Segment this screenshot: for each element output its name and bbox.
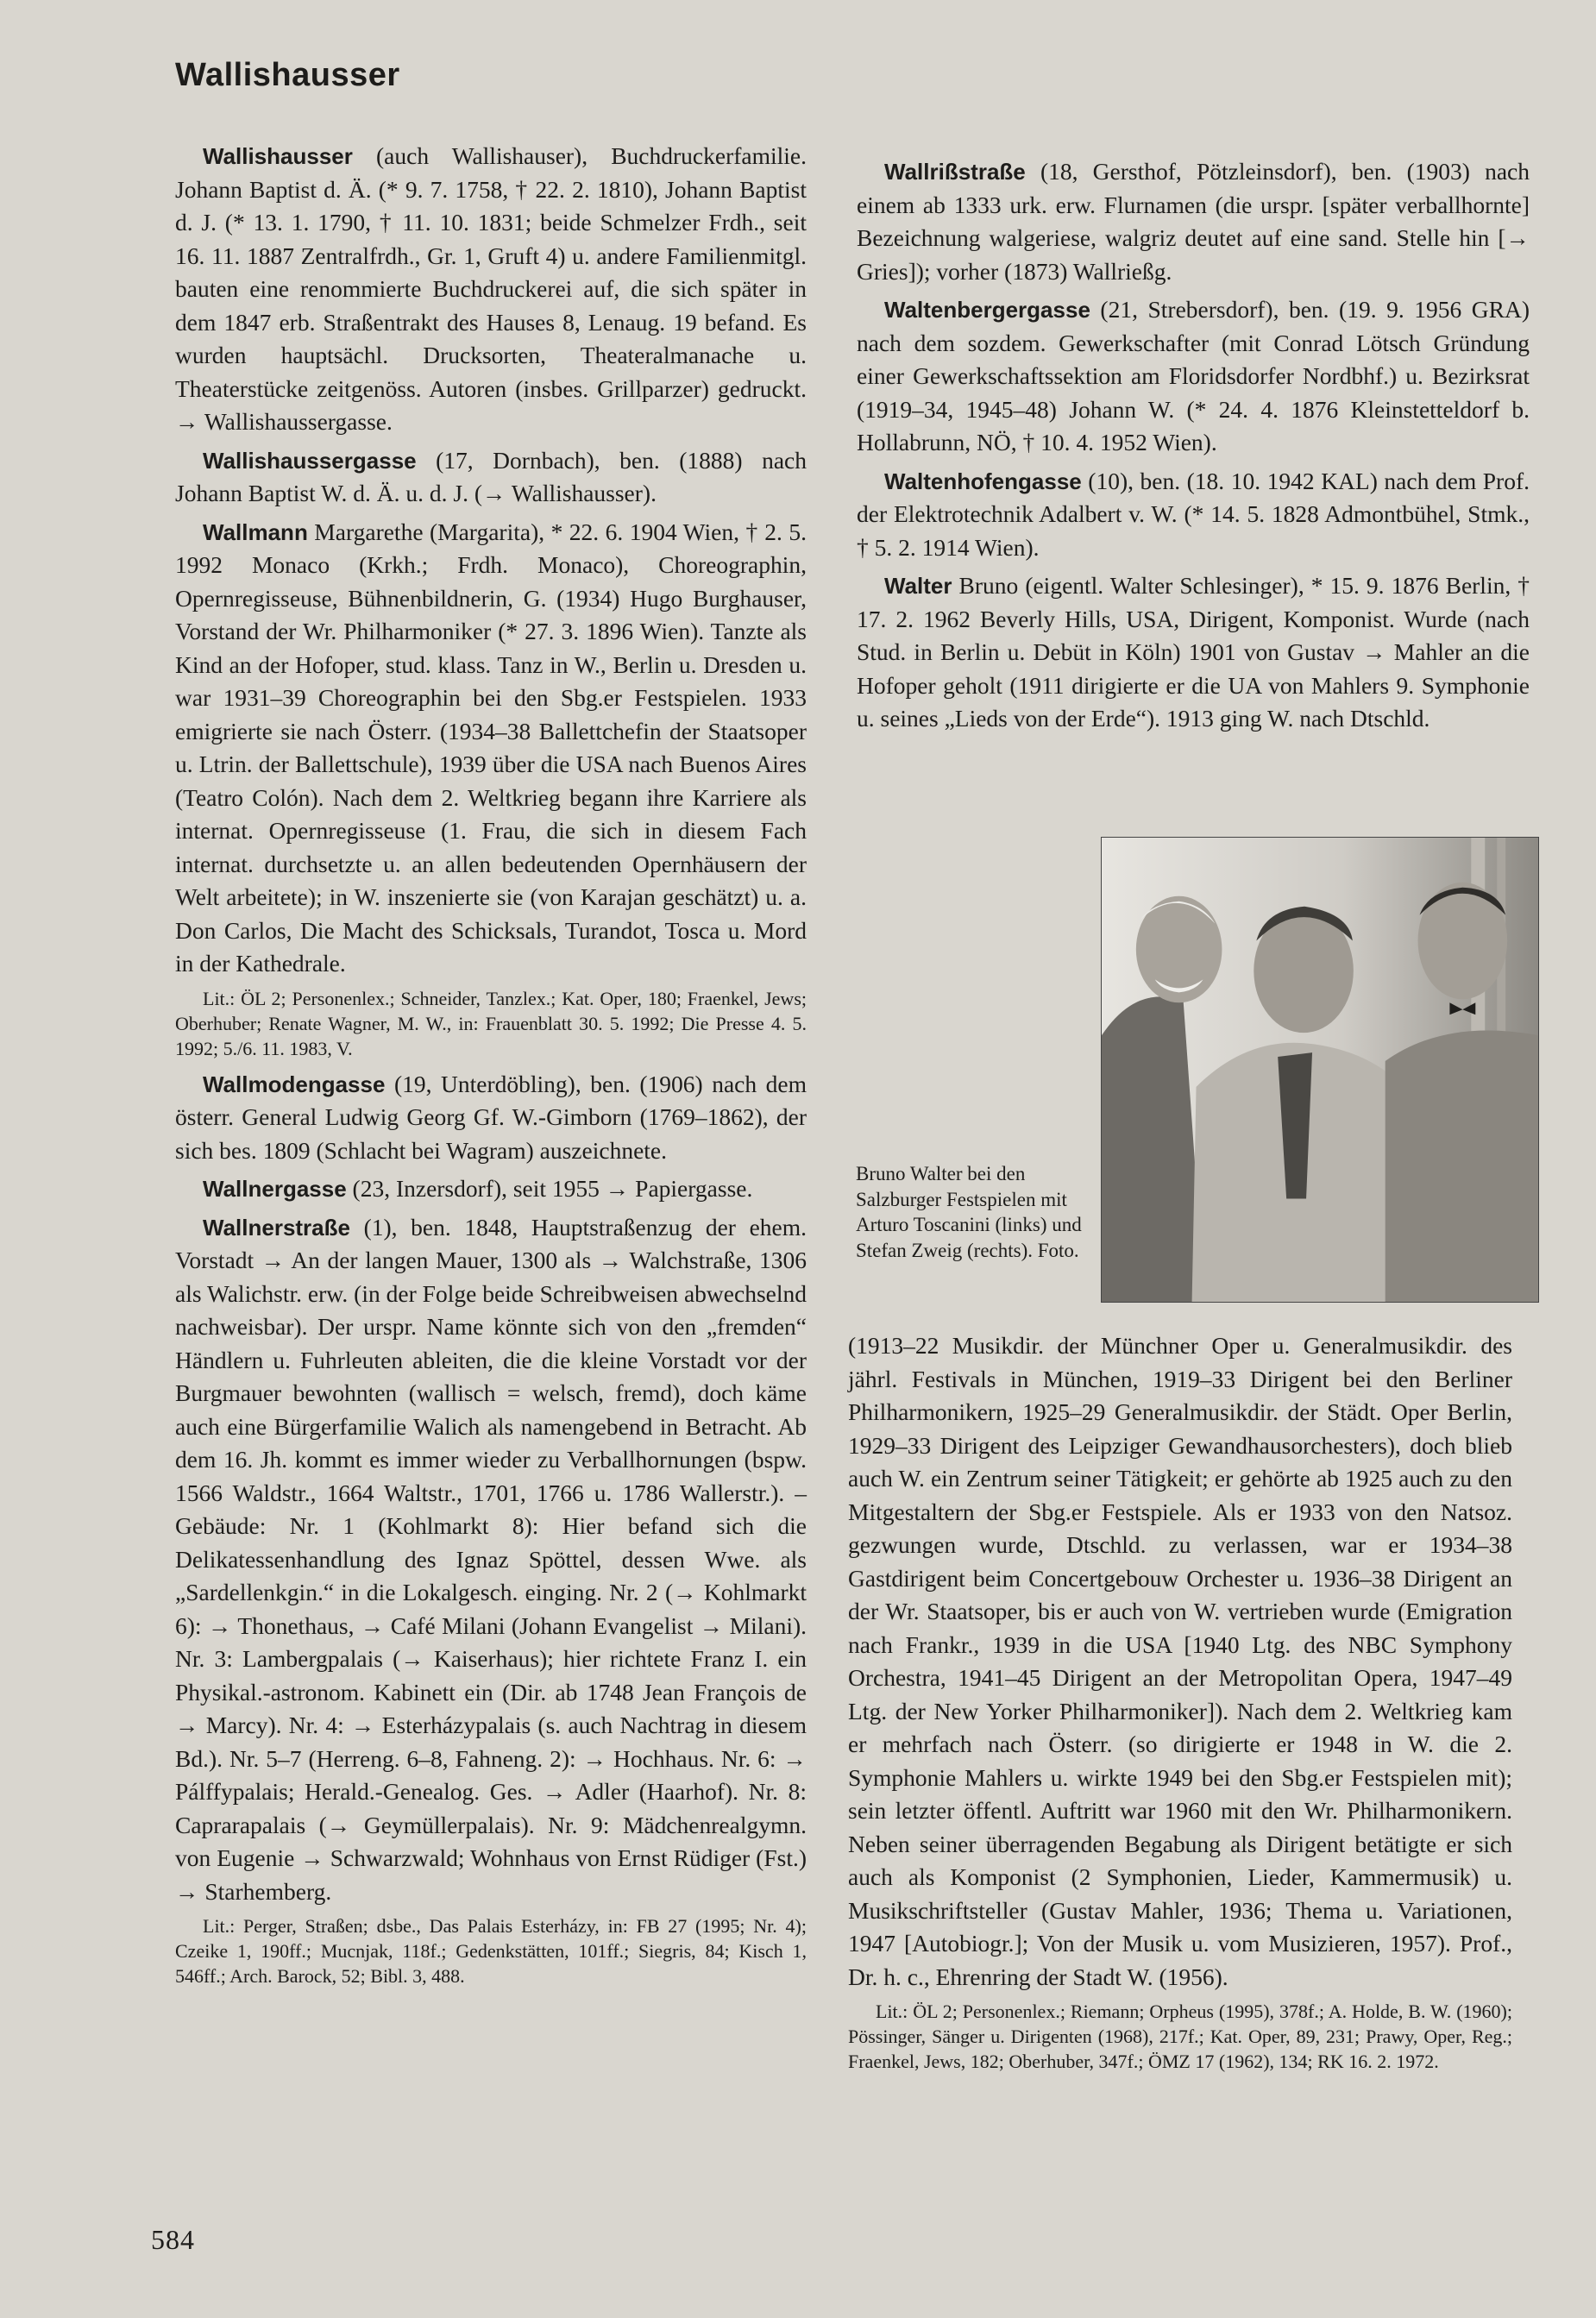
entry-wallmann xyxy=(175,516,807,981)
literature-wallnerstrasse: Lit.: Perger, Straßen; dsbe., Das Palais Esterházy, in: FB 27 (1995; Nr. 4); Czeike 1, 190ff.; Mucnjak, 118f.; Gedenkstätten, 101ff.; Siegris, 84; Kisch 1, 546ff.; Arch. Barock, 52; Bibl. 3, 488. xyxy=(175,1915,807,1987)
headword: Wallnerstraße xyxy=(203,1214,350,1241)
left-column xyxy=(175,140,807,1995)
figure-caption: Bruno Walter bei den Salzburger Festspielen mit Arturo Toscanini (links) und Stefan Zweig (rechts). Foto. xyxy=(856,1163,1082,1261)
headword: Wallishausser xyxy=(203,143,353,169)
right-top-column xyxy=(857,155,1530,741)
headword: Wallmodengasse xyxy=(203,1071,386,1097)
entry-wallnergasse xyxy=(175,1172,807,1206)
headword: Wallrißstraße xyxy=(884,159,1026,185)
entry-text: (19, Unterdöbling), ben. (1906) nach dem österr. General Ludwig Georg Gf. W.-Gimborn (1769–1862), der sich bes. 1809 (Schlacht bei Wagram) auszeichnete. xyxy=(175,1070,807,1164)
entry-text: (18, Gersthof, Pötzleinsdorf), ben. (1903) nach einem ab 1333 urk. erw. Flurnamen (die urspr. [später verballhornte] Bezeichnung walgeriese, walgriz deutet auf eine sand. Stelle hin [→ Gries]); vorher (1873) Wallrießg. xyxy=(857,158,1530,285)
headword: Walter xyxy=(884,573,952,599)
headword: Wallishaussergasse xyxy=(203,447,417,474)
entry-text: (1), ben. 1848, Hauptstraßenzug der ehem. Vorstadt → An der langen Mauer, 1300 als → Walchstraße, 1306 als Walichstr. erw. (in der Folge beide Schreibweisen abwechselnd nachweisbar). Der urspr. Name könnte sich von den „fremden“ Händlern u. Fuhrleuten ableiten, die die kleine Vorstadt vor der Burgmauer bewohnten (wallisch = welsch, fremd), doch käme auch eine Bürgerfamilie Walich als namengebend in Betracht. Ab dem 16. Jh. kommt es immer wieder zu Verballhornungen (bspw. 1566 Waldstr., 1664 Waltstr., 1701, 1766 u. 1786 Wallerstr.). – Gebäude: Nr. 1 (Kohlmarkt 8): Hier befand sich die Delikatessenhandlung des Ignaz Spöttel, dessen Wwe. als „Sardellenkgin.“ in die Lokalgesch. einging. Nr. 2 (→ Kohlmarkt 6): → Thonethaus, → Café Milani (Johann Evangelist → Milani). Nr. 3: Lambergpalais (→ Kaiserhaus); hier richtete Franz I. ein Physikal.-astronom. Kabinett ein (Dir. ab 1748 Jean François de → Marcy). Nr. 4: → Esterházypalais (s. auch Nachtrag in diesem Bd.). Nr. 5–7 (Herreng. 6–8, Fahneng. 2): → Hochhaus. Nr. 6: → Pálffypalais; Herald.-Genealog. Ges. → Adler (Haarhof). Nr. 8: Caprarapalais (→ Geymüllerpalais). Nr. 9: Mädchenrealgymn. von Eugenie → Schwarzwald; Wohnhaus von Ernst Rüdiger (Fst.) → Starhemberg. xyxy=(175,1213,807,1905)
entry-text: (auch Wallishauser), Buchdruckerfamilie. Johann Baptist d. Ä. (* 9. 7. 1758, † 22. 2. 1810), Johann Baptist d. J. (* 13. 1. 1790, † 11. 10. 1831; beide Schmelzer Frdh., seit 16. 11. 1887 Zentralfrdh., Gr. 1, Gruft 4) u. andere Familienmitgl. bauten eine renommierte Buchdruckerei auf, die sich später in dem 1847 erb. Straßentrakt des Hauses 8, Lenaug. 19 befand. Es wurden hauptsächl. Drucksorten, Theateralmanache u. Theaterstücke zeitgenöss. Autoren (insbes. Grillparzer) gedruckt. → Wallishaussergasse. xyxy=(175,142,807,435)
entry-text: (17, Dornbach), ben. (1888) nach Johann Baptist W. d. Ä. u. d. J. (→ Wallishausser). xyxy=(175,446,807,506)
entry-walter-continued: (1913–22 Musikdir. der Münchner Oper u. Generalmusikdir. des jährl. Festivals in München, 1919–33 Dirigent bei den Berliner Philharmonikern, 1925–29 Generalmusikdir. der Städt. Oper Berlin, 1929–33 Dirigent des Leipziger Gewandhausorchesters), doch blieb auch W. ein Zentrum seiner Tätigkeit; er gehörte ab 1925 auch zu den Mitgestaltern der Sbg.er Festspiele. Als er 1933 von den Natsoz. gezwungen wurde, Dtschld. zu verlassen, war er 1934–38 Gastdirigent beim Concertgebouw Orchester u. 1936–38 Dirigent an der Wr. Staatsoper, bis er auch von W. vertrieben wurde (Emigration nach Frankr., 1939 in die USA [1940 Ltg. des NBC Symphony Orchestra, 1941–45 Dirigent an der Metropolitan Opera, 1947–49 Ltg. der New Yorker Philharmoniker]). Nach dem 2. Weltkrieg kam er mehrfach nach Österr. (so dirigierte er 1948 in W. die 2. Symphonie Mahlers u. wirkte 1949 bei den Sbg.er Festspielen mit); sein letzter öffentl. Auftritt war 1960 mit den Wr. Philharmonikern. Neben seiner überragenden Begabung als Dirigent betätigte er sich auch als Komponist (2 Symphonien, Lieder, Kammermusik) u. Musikschriftsteller (Gustav Mahler, 1936; Thema u. Variationen, 1947 [Autobiogr.]; Von der Musik u. vom Musizieren, 1957). Prof., Dr. h. c., Ehrenring der Stadt W. (1956). xyxy=(848,1332,1512,1990)
right-bottom-column xyxy=(848,1329,1512,2081)
entry-walter xyxy=(857,569,1530,736)
entry-waltenhofengasse xyxy=(857,465,1530,565)
literature-walter: Lit.: ÖL 2; Personenlex.; Riemann; Orpheus (1995), 378f.; A. Holde, B. W. (1960); Pössinger, Sänger u. Dirigenten (1968), 217f.; Kat. Oper, 89, 231; Prawy, Oper, Reg.; Fraenkel, Jews, 182; Oberhuber, 347f.; ÖMZ 17 (1962), 134; RK 16. 2. 1972. xyxy=(848,2001,1512,2072)
entry-text: (23, Inzersdorf), seit 1955 → Papiergasse. xyxy=(346,1175,753,1202)
running-head: Wallishausser xyxy=(175,57,400,93)
entry-wallnerstrasse xyxy=(175,1211,807,1909)
figure xyxy=(856,837,1539,1307)
entry-text: Margarethe (Margarita), * 22. 6. 1904 Wien, † 2. 5. 1992 Monaco (Krkh.; Frdh. Monaco), Choreographin, Opernregisseuse, Bühnenbildnerin, G. (1934) Hugo Burghauser, Vorstand der Wr. Philharmoniker (* 27. 3. 1896 Wien). Tanzte als Kind an der Hofoper, stud. klass. Tanz in W., Berlin u. Dresden u. war 1931–39 Choreographin bei den Sbg.er Festspielen. 1933 emigrierte sie nach Österr. (1934–38 Ballettchefin der Staatsoper u. Ltrin. der Ballettschule), 1939 über die USA nach Buenos Aires (Teatro Colón). Nach dem 2. Weltkrieg begann ihre Karriere als internat. Opernregisseuse (1. Frau, die sich in diesem Fach internat. durchsetzte u. an allen bedeutenden Opernhäusern der Welt arbeitete); in W. inszenierte sie (von Karajan geschätzt) u. a. Don Carlos, Die Macht des Schicksals, Turandot, Tosca u. Mord in der Kathedrale. xyxy=(175,518,807,977)
entry-waltenbergergasse xyxy=(857,293,1530,460)
headword: Waltenbergergasse xyxy=(884,297,1090,323)
headword: Wallnergasse xyxy=(203,1176,347,1202)
headword: Waltenhofengasse xyxy=(884,468,1082,494)
entry-wallrissstrasse xyxy=(857,155,1530,288)
entry-text: (21, Strebersdorf), ben. (19. 9. 1956 GRA) nach dem sozdem. Gewerkschafter (mit Conrad Lötsch Gründung einer Gewerkschaftssektion am Floridsdorfer Nordbhf.) u. Bezirksrat (1919–34, 1945–48) Johann W. (* 24. 4. 1876 Kleinstetteldorf b. Hollabrunn, NÖ, † 10. 4. 1952 Wien). xyxy=(857,296,1530,455)
entry-text: (10), ben. (18. 10. 1942 KAL) nach dem Prof. der Elektrotechnik Adalbert v. W. (* 14. 5. 1828 Admontbühel, Stmk., † 5. 2. 1914 Wien). xyxy=(857,467,1530,561)
headword: Wallmann xyxy=(203,518,308,545)
entry-wallmodengasse xyxy=(175,1068,807,1168)
entry-wallishaussergasse xyxy=(175,444,807,511)
literature-wallmann: Lit.: ÖL 2; Personenlex.; Schneider, Tanzlex.; Kat. Oper, 180; Fraenkel, Jews; Oberhuber; Renate Wagner, M. W., in: Frauenblatt 30. 5. 1992; Die Presse 4. 5. 1992; 5./6. 11. 1983, V. xyxy=(175,987,807,1059)
entry-wallishausser xyxy=(175,140,807,439)
page-number: 584 xyxy=(151,2224,195,2255)
photo-bruno-walter xyxy=(1101,837,1539,1303)
entry-text: Bruno (eigentl. Walter Schlesinger), * 15. 9. 1876 Berlin, † 17. 2. 1962 Beverly Hills, USA, Dirigent, Komponist. Wurde (nach Stud. in Berlin u. Debüt in Köln) 1901 von Gustav → Mahler an die Hofoper geholt (1911 dirigierte er die UA von Mahlers 9. Symphonie u. seines „Lieds von der Erde“). 1913 ging W. nach Dtschld. xyxy=(857,572,1530,732)
